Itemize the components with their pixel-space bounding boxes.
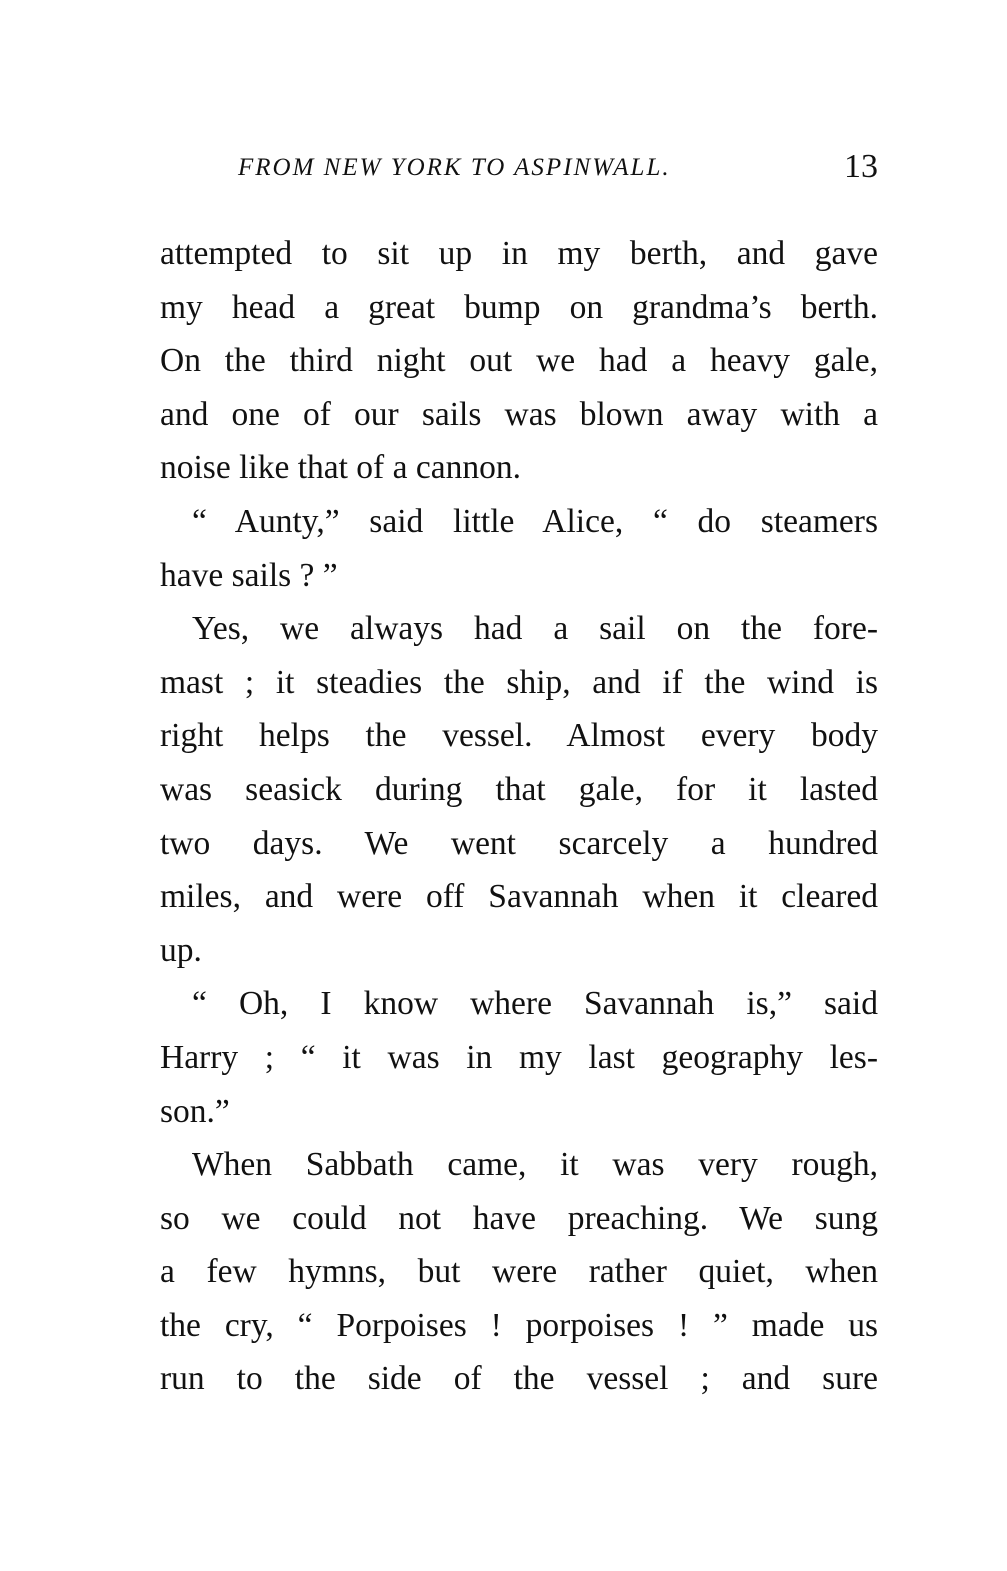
text-line: Yes, we always had a sail on the fore-: [192, 610, 878, 648]
text-line: have sails ? ”: [160, 556, 338, 594]
text-line: “ Oh, I know where Savannah is,” said: [192, 985, 878, 1023]
text-line: so we could not have preaching. We sung: [160, 1199, 878, 1237]
body-text: [160, 227, 878, 1406]
text-line: two days. We went scarcely a hundred: [160, 824, 878, 862]
text-line: son.”: [160, 1092, 230, 1130]
page-number: 13: [844, 148, 878, 185]
running-head: [160, 148, 880, 188]
text-line: right helps the vessel. Almost every body: [160, 717, 878, 755]
text-line: run to the side of the vessel ; and sure: [160, 1360, 878, 1398]
text-line: was seasick during that gale, for it lasted: [160, 770, 878, 808]
text-line: miles, and were off Savannah when it cleared: [160, 878, 878, 916]
text-line: Harry ; “ it was in my last geography les-: [160, 1038, 878, 1076]
text-line: attempted to sit up in my berth, and gave: [160, 235, 878, 272]
text-line: mast ; it steadies the ship, and if the wind is: [160, 663, 878, 701]
running-title: FROM NEW YORK TO ASPINWALL.: [238, 154, 671, 181]
text-line: “ Aunty,” said little Alice, “ do steamers: [192, 502, 878, 540]
text-line: noise like that of a cannon.: [160, 449, 521, 487]
text-line: a few hymns, but were rather quiet, when: [160, 1253, 878, 1291]
text-line: On the third night out we had a heavy gale,: [160, 342, 878, 380]
text-line: the cry, “ Porpoises ! porpoises ! ” made us: [160, 1306, 878, 1344]
text-line: my head a great bump on grandma’s berth.: [160, 288, 878, 326]
text-line: up.: [160, 931, 202, 969]
text-line: and one of our sails was blown away with a: [160, 395, 878, 433]
text-line: When Sabbath came, it was very rough,: [192, 1146, 878, 1184]
